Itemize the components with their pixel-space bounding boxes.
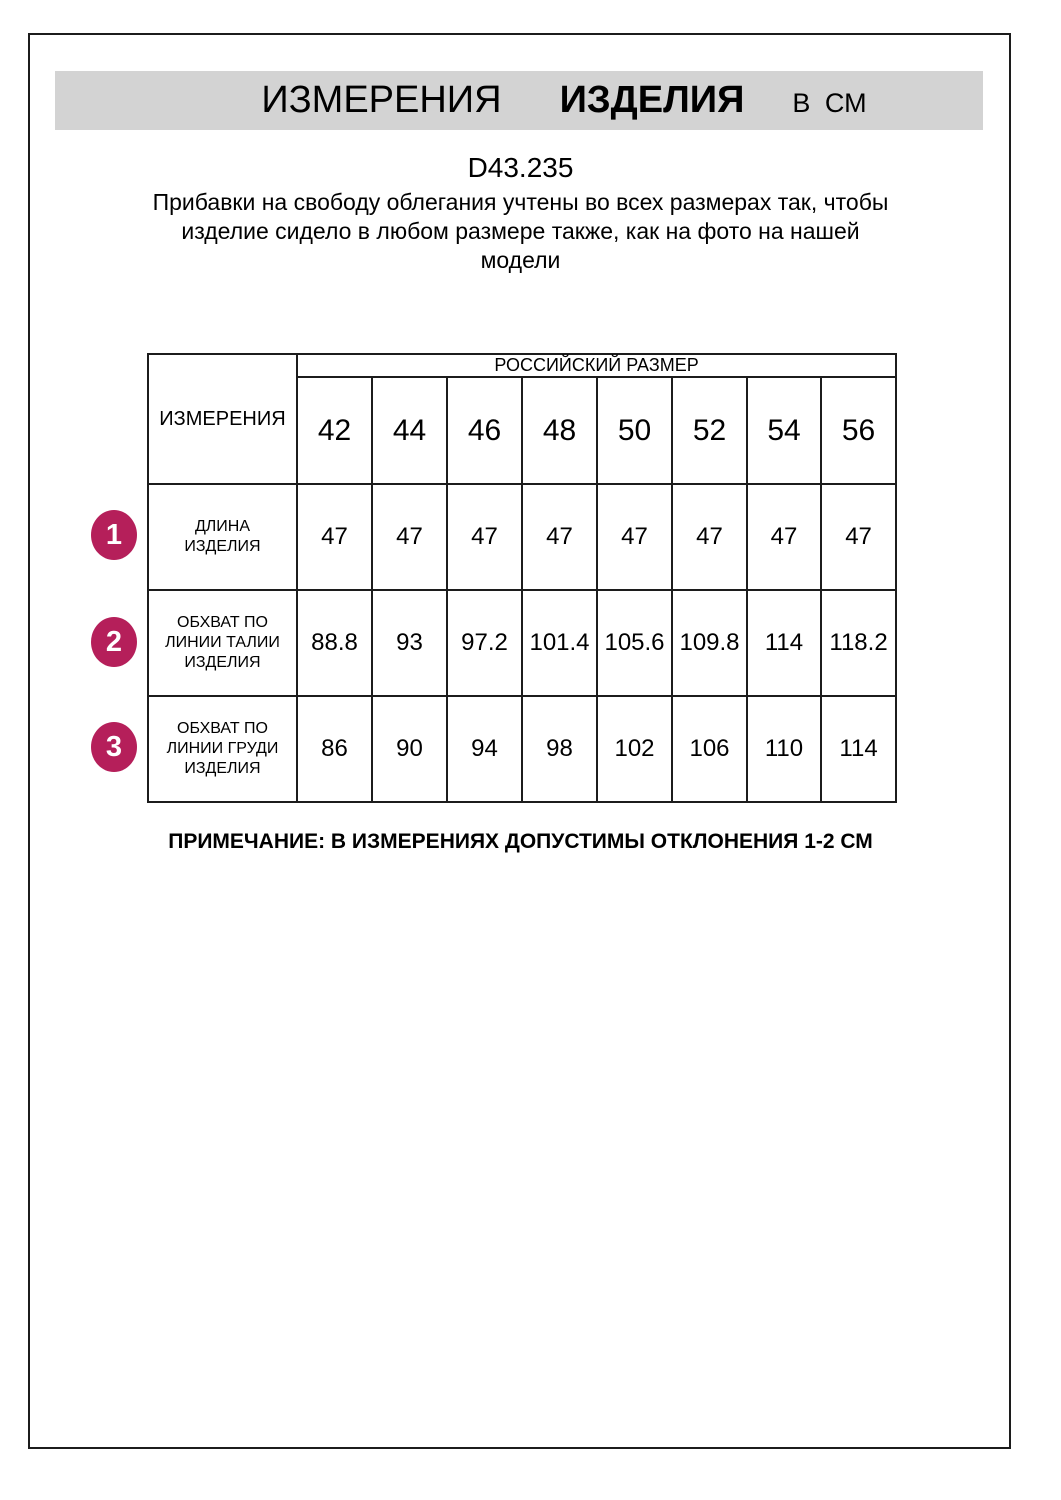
- value-cell: 47: [522, 484, 597, 590]
- value-cell: 93: [372, 590, 447, 696]
- value-cell: 90: [372, 696, 447, 802]
- value-cell: 114: [747, 590, 821, 696]
- value-cell: 109.8: [672, 590, 747, 696]
- fit-description-line-3: модели: [480, 247, 561, 273]
- russian-size-header: РОССИЙСКИЙ РАЗМЕР: [297, 354, 896, 377]
- units-label: В СМ: [792, 88, 867, 118]
- row-number-badge-1: 1: [91, 510, 137, 560]
- value-cell: 47: [821, 484, 896, 590]
- size-table: [147, 353, 897, 803]
- row-number-badge-2: 2: [91, 617, 137, 667]
- value-cell: 102: [597, 696, 672, 802]
- value-cell: 114: [821, 696, 896, 802]
- value-cell: 86: [297, 696, 372, 802]
- header-title-group: [261, 79, 866, 122]
- fit-description: [0, 188, 1041, 275]
- row-label: [148, 696, 297, 802]
- value-cell: 47: [747, 484, 821, 590]
- tolerance-note: ПРИМЕЧАНИЕ: В ИЗМЕРЕНИЯХ ДОПУСТИМЫ ОТКЛОНЕНИЯ 1-2 СМ: [168, 830, 873, 853]
- row-label: [148, 484, 297, 590]
- header-band: [55, 71, 983, 130]
- size-col-header: 50: [597, 377, 672, 484]
- corner-header-cell: ИЗМЕРЕНИЯ: [148, 354, 297, 484]
- size-col-header: 48: [522, 377, 597, 484]
- value-cell: 98: [522, 696, 597, 802]
- value-cell: 105.6: [597, 590, 672, 696]
- table-row-waist: [148, 590, 896, 696]
- row-number-badge-3: 3: [91, 722, 137, 772]
- table-row-chest: [148, 696, 896, 802]
- table-row-length: [148, 484, 896, 590]
- value-cell: 47: [672, 484, 747, 590]
- value-cell: 47: [447, 484, 522, 590]
- value-cell: 47: [372, 484, 447, 590]
- value-cell: 94: [447, 696, 522, 802]
- row-label-text: ОБХВАТ ПО ЛИНИИ ТАЛИИ ИЗДЕЛИЯ: [165, 614, 280, 671]
- value-cell: 101.4: [522, 590, 597, 696]
- value-cell: 110: [747, 696, 821, 802]
- size-col-header: 52: [672, 377, 747, 484]
- value-cell: 47: [297, 484, 372, 590]
- size-col-header: 44: [372, 377, 447, 484]
- size-col-header: 54: [747, 377, 821, 484]
- size-col-header: 42: [297, 377, 372, 484]
- row-label-text: ДЛИНА ИЗДЕЛИЯ: [184, 518, 261, 555]
- fit-description-line-1: Прибавки на свободу облегания учтены во всех размерах так, чтобы: [152, 189, 889, 215]
- model-code: D43.235: [467, 152, 574, 183]
- value-cell: 118.2: [821, 590, 896, 696]
- title-measurements: ИЗМЕРЕНИЯ: [261, 79, 502, 121]
- row-label-text: ОБХВАТ ПО ЛИНИИ ГРУДИ ИЗДЕЛИЯ: [166, 720, 279, 777]
- value-cell: 88.8: [297, 590, 372, 696]
- value-cell: 97.2: [447, 590, 522, 696]
- row-label: [148, 590, 297, 696]
- size-col-header: 46: [447, 377, 522, 484]
- value-cell: 106: [672, 696, 747, 802]
- size-col-header: 56: [821, 377, 896, 484]
- title-product: ИЗДЕЛИЯ: [559, 79, 745, 121]
- value-cell: 47: [597, 484, 672, 590]
- fit-description-line-2: изделие сидело в любом размере также, как на фото на нашей: [181, 218, 860, 244]
